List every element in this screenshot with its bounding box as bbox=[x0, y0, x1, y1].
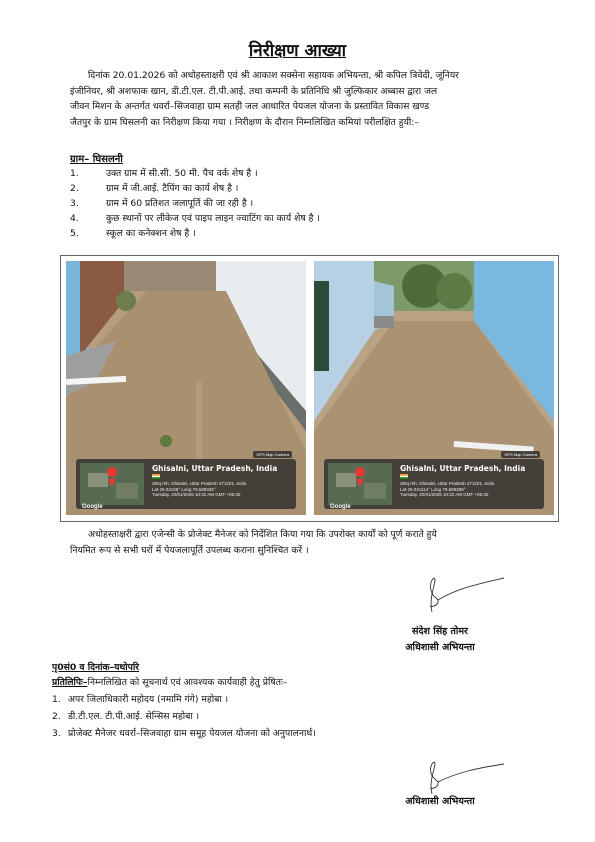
site-photo-2 bbox=[314, 261, 554, 515]
cc-item bbox=[52, 691, 316, 708]
finding-number: 3. bbox=[70, 198, 79, 209]
finding-text: ग्राम में 60 प्रतिशत जलापूर्ति की जा रही है । bbox=[106, 198, 254, 209]
map-brand: Google bbox=[330, 504, 351, 510]
cc-number: 2. bbox=[52, 711, 61, 722]
gps-camera-label: GPS Map Camera bbox=[253, 451, 292, 458]
india-flag-icon bbox=[152, 474, 160, 479]
gps-detail: 29rq+hh, Ghisalni, Uttar Pradesh 471201, India Lat 25.041114° Long 79.589389° Tuesday, 20/01/2026 10:32 AM GMT +05:30 bbox=[400, 481, 495, 498]
intro-paragraph bbox=[70, 68, 560, 130]
cc-text: प्रोजेक्ट मैनेजर धवर्रा–सिजवाहा ग्राम समूह पेयजल योजना को अनुपालनार्थ। bbox=[68, 728, 316, 739]
finding-item bbox=[70, 211, 550, 226]
intro-line: दिनांक 20.01.2026 को अधोहस्ताक्षरी एवं श्री आकाश सक्सेना सहायक अभियन्ता, श्री कपिल त्रिवेदी, जूनियर bbox=[88, 70, 459, 81]
finding-number: 2. bbox=[70, 183, 79, 194]
signature-2-image bbox=[418, 760, 508, 796]
finding-item bbox=[70, 181, 550, 196]
signatory-designation-2: अधिशासी अभियन्ता bbox=[405, 796, 475, 807]
finding-item bbox=[70, 166, 550, 181]
map-thumbnail-icon bbox=[328, 463, 392, 505]
site-photo-1 bbox=[66, 261, 306, 515]
map-brand: Google bbox=[82, 504, 103, 510]
finding-number: 1. bbox=[70, 168, 79, 179]
intro-line: इंजीनियर, श्री अशफाक खान, डी.टी.एल. टी.पी.आई. तथा कम्पनी के प्रतिनिधि श्री जुल्फिकार अब्बास द्वारा जल bbox=[70, 85, 438, 97]
cc-number: 1. bbox=[52, 694, 61, 705]
photo-panel bbox=[60, 255, 559, 522]
cc-label: प्रतिलिपिः– bbox=[52, 677, 88, 688]
gps-place: Ghisalni, Uttar Pradesh, India bbox=[400, 464, 526, 473]
finding-text: स्कूल का कनेक्शन शेष है । bbox=[106, 228, 196, 239]
cc-list bbox=[52, 691, 316, 742]
gps-place: Ghisalni, Uttar Pradesh, India bbox=[152, 464, 278, 473]
finding-text: ग्राम में जी.आई. टैपिंग का कार्य शेष है । bbox=[106, 183, 239, 194]
signatory-name: संदेश सिंह तोमर bbox=[412, 626, 468, 637]
gps-overlay bbox=[324, 452, 544, 510]
gps-camera-label: GPS Map Camera bbox=[501, 451, 540, 458]
cc-text: डी.टी.एल. टी.पी.आई. सेन्सिस महोबा । bbox=[68, 711, 200, 722]
signatory-designation: अधिशासी अभियन्ता bbox=[405, 642, 475, 653]
finding-text: कुछ स्थानों पर लीकेज एवं पाइप लाइन ज्वाटिंग का कार्य शेष है । bbox=[106, 213, 320, 224]
india-flag-icon bbox=[400, 474, 408, 479]
finding-number: 5. bbox=[70, 228, 79, 239]
finding-number: 4. bbox=[70, 213, 79, 224]
finding-item bbox=[70, 226, 550, 241]
cc-number: 3. bbox=[52, 728, 61, 739]
finding-item bbox=[70, 196, 550, 211]
map-thumbnail-icon bbox=[80, 463, 144, 505]
village-heading: ग्राम– घिसलनी bbox=[70, 154, 123, 165]
cc-header bbox=[52, 675, 287, 688]
intro-line: जीवन मिशन के अन्तर्गत धवर्रा–सिजवाहा ग्राम सतही जल आधारित पेयजल योजना के प्रस्तावित विकास खण्ड bbox=[70, 101, 430, 112]
directive-line: अधोहस्ताक्षरी द्वारा एजेन्सी के प्रोजेक्ट मैनेजर को निर्देशित किया गया कि उपरोक्त कार्यों को पूर्ण कराते हुये bbox=[88, 529, 437, 540]
document-title: निरीक्षण आख्या bbox=[248, 41, 347, 61]
findings-list bbox=[70, 166, 550, 241]
signature-1-image bbox=[418, 576, 508, 616]
cc-intro: निम्नलिखित को सूचनार्थ एवं आवश्यक कार्यवाही हेतु प्रेषितः– bbox=[87, 677, 288, 688]
cc-item bbox=[52, 725, 316, 742]
directive-paragraph bbox=[70, 527, 560, 558]
finding-text: उक्त ग्राम में सी.सी. 50 मी. पैच वर्क शेष है । bbox=[106, 168, 258, 179]
cc-item bbox=[52, 708, 316, 725]
intro-line: जैतपुर के ग्राम घिसलनी का निरीक्षण किया गया । निरीक्षण के दौरान निम्नलिखित कमियां परीलक्षित हुयी:– bbox=[70, 116, 419, 128]
reference-line: पृ0सं0 व दिनांक–यथोपरि bbox=[52, 662, 140, 673]
gps-overlay bbox=[76, 452, 296, 510]
gps-detail: 29rq+hh, Ghisalni, Uttar Pradesh 471201, India Lat 25.04108° Long 79.589336° Tuesday, 20/01/2026 10:32 AM GMT +05:30 bbox=[152, 481, 247, 498]
directive-line: नियमित रूप से सभी घरों में पेयजलापूर्ति उपलब्ध कराना सुनिश्चित करें । bbox=[70, 544, 309, 556]
cc-text: अपर जिलाधिकारी महोदय (नमामि गंगे) महोबा । bbox=[68, 694, 229, 705]
